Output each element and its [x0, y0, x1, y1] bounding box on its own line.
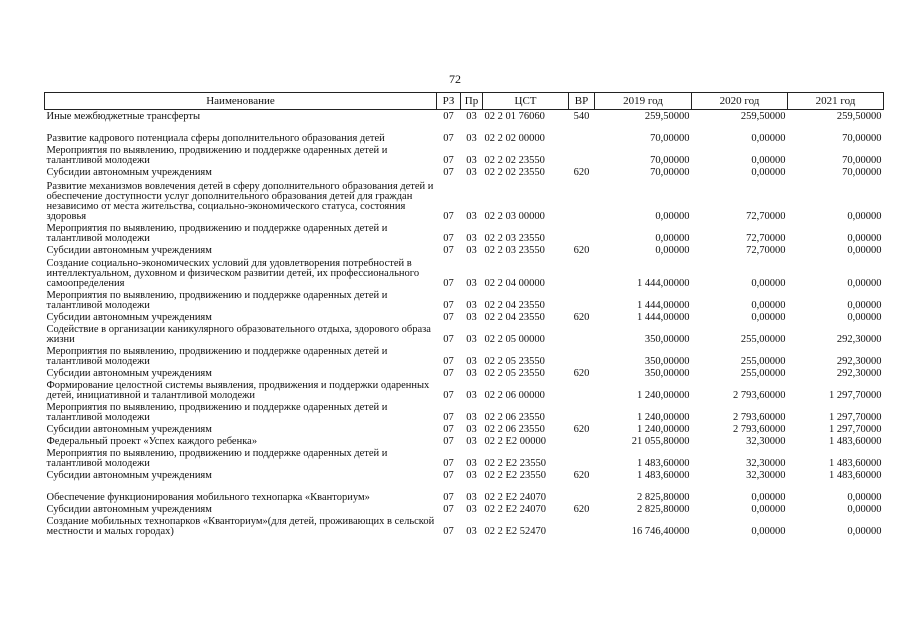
table-row [45, 256, 884, 289]
cell-2019: 0,00000 [655, 211, 690, 222]
cell-2021: 0,00000 [847, 526, 882, 537]
cell-pr: 03 [466, 412, 477, 423]
cell-cst: 02 2 06 23550 [484, 412, 545, 423]
cell-2019: 70,00000 [650, 167, 690, 178]
cell-rz: 07 [443, 211, 454, 222]
cell-pr: 03 [466, 233, 477, 244]
cell-rz: 07 [443, 412, 454, 423]
cell-2020: 32,30000 [746, 436, 786, 447]
column-header-2019: 2019 год [595, 93, 692, 110]
cell-2021: 292,30000 [836, 334, 882, 345]
cell-vr [569, 256, 595, 289]
cell-cst: 02 2 02 23550 [484, 167, 545, 178]
cell-cst: 02 2 05 23550 [484, 368, 545, 379]
cell-2020: 0,00000 [751, 504, 786, 515]
cell-2020: 0,00000 [751, 492, 786, 503]
cell-name: Создание социально-экономических условий для удовлетворения потребностей в интеллектуальном, духовном и физическом развитии детей, их профессионального самоопределения [46, 258, 420, 289]
table-row [45, 244, 884, 256]
table-row [45, 289, 884, 311]
cell-pr: 03 [466, 167, 477, 178]
cell-2020: 255,00000 [740, 356, 786, 367]
cell-name: Обеспечение функционирования мобильного технопарка «Кванториум» [46, 492, 370, 503]
cell-name: Мероприятия по выявлению, продвижению и поддержке одаренных детей и талантливой молодежи [46, 346, 388, 367]
cell-2021: 0,00000 [847, 504, 882, 515]
table-row [45, 222, 884, 244]
cell-rz: 07 [443, 133, 454, 144]
cell-2021: 1 297,70000 [829, 390, 882, 401]
cell-2019: 1 444,00000 [637, 278, 690, 289]
cell-2019: 21 055,80000 [631, 436, 690, 447]
cell-2019: 1 483,60000 [637, 470, 690, 481]
cell-rz: 07 [443, 334, 454, 345]
cell-2021: 70,00000 [842, 167, 882, 178]
table-body [45, 110, 884, 538]
table-row [45, 110, 884, 123]
table-row [45, 144, 884, 166]
cell-rz: 07 [443, 436, 454, 447]
cell-pr: 03 [466, 526, 477, 537]
cell-rz: 07 [443, 312, 454, 323]
cell-2021: 0,00000 [847, 245, 882, 256]
cell-pr: 03 [466, 245, 477, 256]
cell-2021: 1 483,60000 [829, 458, 882, 469]
table-row [45, 379, 884, 401]
cell-name: Формирование целостной системы выявления, продвижения и поддержки одаренных детей, инициативной и талантливой молодежи [46, 380, 430, 401]
cell-vr: 620 [573, 504, 590, 515]
cell-2019: 16 746,40000 [631, 526, 690, 537]
cell-cst: 02 2 04 23550 [484, 300, 545, 311]
table-row [45, 423, 884, 435]
cell-rz: 07 [443, 504, 454, 515]
cell-vr: 620 [573, 245, 590, 256]
cell-rz: 07 [443, 368, 454, 379]
cell-2020: 0,00000 [751, 278, 786, 289]
cell-rz: 07 [443, 245, 454, 256]
table-row [45, 481, 884, 503]
cell-2019: 1 483,60000 [637, 458, 690, 469]
page-number: 72 [449, 72, 461, 86]
cell-2021: 70,00000 [842, 133, 882, 144]
cell-pr: 03 [466, 312, 477, 323]
cell-vr [569, 447, 595, 469]
cell-2021: 70,00000 [842, 155, 882, 166]
cell-name: Иные межбюджетные трансферты [46, 111, 201, 122]
cell-rz: 07 [443, 526, 454, 537]
cell-pr: 03 [466, 155, 477, 166]
cell-cst: 02 2 E2 23550 [484, 470, 547, 481]
cell-2019: 259,50000 [644, 111, 690, 122]
cell-vr: 620 [573, 470, 590, 481]
cell-2019: 0,00000 [655, 245, 690, 256]
cell-pr: 03 [466, 492, 477, 503]
cell-2021: 0,00000 [847, 278, 882, 289]
cell-vr: 620 [573, 167, 590, 178]
cell-2021: 292,30000 [836, 356, 882, 367]
cell-2019: 1 240,00000 [637, 390, 690, 401]
cell-name: Мероприятия по выявлению, продвижению и поддержке одаренных детей и талантливой молодежи [46, 290, 388, 311]
cell-2019: 2 825,80000 [637, 504, 690, 515]
cell-2020: 259,50000 [740, 111, 786, 122]
cell-cst: 02 2 06 23550 [484, 424, 545, 435]
cell-pr: 03 [466, 133, 477, 144]
table-row [45, 178, 884, 222]
cell-cst: 02 2 E2 24070 [484, 504, 547, 515]
table-row [45, 345, 884, 367]
cell-vr [569, 435, 595, 447]
cell-vr [569, 222, 595, 244]
column-header-2020: 2020 год [692, 93, 788, 110]
cell-cst: 02 2 02 00000 [484, 133, 545, 144]
cell-vr [569, 178, 595, 222]
cell-name: Федеральный проект «Успех каждого ребенка» [46, 436, 258, 447]
cell-pr: 03 [466, 424, 477, 435]
cell-2021: 292,30000 [836, 368, 882, 379]
cell-2021: 0,00000 [847, 233, 882, 244]
table-row [45, 166, 884, 178]
cell-vr: 540 [573, 111, 590, 122]
cell-name: Мероприятия по выявлению, продвижению и поддержке одаренных детей и талантливой молодежи [46, 223, 388, 244]
cell-cst: 02 2 03 23550 [484, 233, 545, 244]
table-row [45, 401, 884, 423]
cell-rz: 07 [443, 278, 454, 289]
cell-vr [569, 323, 595, 345]
budget-table [44, 92, 884, 537]
cell-rz: 07 [443, 356, 454, 367]
cell-pr: 03 [466, 278, 477, 289]
cell-vr: 620 [573, 424, 590, 435]
cell-2020: 0,00000 [751, 133, 786, 144]
cell-2021: 1 297,70000 [829, 424, 882, 435]
table-row [45, 447, 884, 469]
cell-2021: 0,00000 [847, 300, 882, 311]
column-header-rz: РЗ [437, 93, 461, 110]
cell-2020: 2 793,60000 [733, 390, 786, 401]
cell-name: Субсидии автономным учреждениям [46, 312, 212, 323]
cell-rz: 07 [443, 300, 454, 311]
cell-2020: 0,00000 [751, 167, 786, 178]
cell-cst: 02 2 E2 52470 [484, 526, 547, 537]
cell-2021: 0,00000 [847, 492, 882, 503]
cell-vr [569, 401, 595, 423]
cell-cst: 02 2 E2 24070 [484, 492, 547, 503]
cell-2021: 259,50000 [836, 111, 882, 122]
table-row [45, 122, 884, 144]
cell-2020: 0,00000 [751, 312, 786, 323]
cell-cst: 02 2 06 00000 [484, 390, 545, 401]
cell-rz: 07 [443, 492, 454, 503]
cell-vr [569, 345, 595, 367]
cell-name: Субсидии автономным учреждениям [46, 245, 212, 256]
cell-name: Субсидии автономным учреждениям [46, 470, 212, 481]
cell-2020: 2 793,60000 [733, 412, 786, 423]
column-header-pr: Пр [461, 93, 483, 110]
cell-2020: 32,30000 [746, 458, 786, 469]
cell-cst: 02 2 03 00000 [484, 211, 545, 222]
cell-rz: 07 [443, 470, 454, 481]
cell-name: Развитие механизмов вовлечения детей в сферу дополнительного образования детей и обеспечение доступности услуг дополнительного образования детей для граждан независимо от места жительства, социально-экономического статуса, состояния здоровья [46, 181, 434, 222]
cell-cst: 02 2 E2 00000 [484, 436, 547, 447]
cell-pr: 03 [466, 504, 477, 515]
cell-2021: 0,00000 [847, 312, 882, 323]
cell-name: Развитие кадрового потенциала сферы дополнительного образования детей [46, 133, 385, 144]
cell-pr: 03 [466, 334, 477, 345]
table-row [45, 435, 884, 447]
table-row [45, 469, 884, 481]
cell-2020: 0,00000 [751, 526, 786, 537]
cell-cst: 02 2 04 23550 [484, 312, 545, 323]
cell-name: Содействие в организации каникулярного образовательного отдыха, здорового образа жизни [46, 324, 431, 345]
column-header-cst: ЦСТ [483, 93, 569, 110]
cell-rz: 07 [443, 233, 454, 244]
cell-pr: 03 [466, 390, 477, 401]
table-header-row [45, 93, 884, 110]
cell-cst: 02 2 05 00000 [484, 334, 545, 345]
cell-2019: 1 444,00000 [637, 300, 690, 311]
cell-cst: 02 2 01 76060 [484, 111, 545, 122]
cell-name: Субсидии автономным учреждениям [46, 504, 212, 515]
cell-vr [569, 379, 595, 401]
cell-pr: 03 [466, 356, 477, 367]
cell-name: Мероприятия по выявлению, продвижению и поддержке одаренных детей и талантливой молодежи [46, 448, 388, 469]
cell-2020: 32,30000 [746, 470, 786, 481]
cell-pr: 03 [466, 436, 477, 447]
cell-2021: 0,00000 [847, 211, 882, 222]
cell-cst: 02 2 05 23550 [484, 356, 545, 367]
cell-cst: 02 2 04 00000 [484, 278, 545, 289]
cell-rz: 07 [443, 155, 454, 166]
cell-2019: 350,00000 [644, 334, 690, 345]
table-row [45, 367, 884, 379]
cell-2019: 350,00000 [644, 368, 690, 379]
cell-2020: 255,00000 [740, 368, 786, 379]
cell-2021: 1 483,60000 [829, 470, 882, 481]
column-header-name: Наименование [45, 93, 437, 110]
cell-2021: 1 297,70000 [829, 412, 882, 423]
cell-2020: 72,70000 [746, 211, 786, 222]
cell-pr: 03 [466, 368, 477, 379]
cell-pr: 03 [466, 470, 477, 481]
cell-pr: 03 [466, 211, 477, 222]
cell-rz: 07 [443, 458, 454, 469]
cell-2020: 0,00000 [751, 300, 786, 311]
cell-pr: 03 [466, 458, 477, 469]
table-row [45, 311, 884, 323]
cell-rz: 07 [443, 424, 454, 435]
cell-name: Субсидии автономным учреждениям [46, 167, 212, 178]
table-row [45, 503, 884, 515]
cell-name: Субсидии автономным учреждениям [46, 424, 212, 435]
cell-2019: 1 240,00000 [637, 424, 690, 435]
cell-name: Мероприятия по выявлению, продвижению и поддержке одаренных детей и талантливой молодежи [46, 402, 388, 423]
table-row [45, 515, 884, 537]
cell-vr [569, 515, 595, 537]
cell-pr: 03 [466, 111, 477, 122]
cell-vr [569, 122, 595, 144]
cell-2020: 255,00000 [740, 334, 786, 345]
cell-name: Мероприятия по выявлению, продвижению и поддержке одаренных детей и талантливой молодежи [46, 145, 388, 166]
cell-2019: 2 825,80000 [637, 492, 690, 503]
cell-vr: 620 [573, 368, 590, 379]
cell-name: Создание мобильных технопарков «Кванториум»(для детей, проживающих в сельской местности и малых городах) [46, 516, 435, 537]
cell-rz: 07 [443, 390, 454, 401]
table-row [45, 323, 884, 345]
cell-2019: 1 444,00000 [637, 312, 690, 323]
cell-vr [569, 144, 595, 166]
cell-rz: 07 [443, 167, 454, 178]
cell-vr: 620 [573, 312, 590, 323]
cell-2019: 70,00000 [650, 155, 690, 166]
column-header-2021: 2021 год [788, 93, 884, 110]
cell-cst: 02 2 E2 23550 [484, 458, 547, 469]
cell-name: Субсидии автономным учреждениям [46, 368, 212, 379]
cell-2020: 72,70000 [746, 233, 786, 244]
cell-2019: 70,00000 [650, 133, 690, 144]
cell-2020: 0,00000 [751, 155, 786, 166]
cell-rz: 07 [443, 111, 454, 122]
cell-cst: 02 2 03 23550 [484, 245, 545, 256]
cell-pr: 03 [466, 300, 477, 311]
cell-2019: 0,00000 [655, 233, 690, 244]
cell-2020: 72,70000 [746, 245, 786, 256]
cell-2019: 1 240,00000 [637, 412, 690, 423]
cell-vr [569, 289, 595, 311]
cell-2021: 1 483,60000 [829, 436, 882, 447]
cell-2019: 350,00000 [644, 356, 690, 367]
cell-vr [569, 481, 595, 503]
column-header-vr: ВР [569, 93, 595, 110]
cell-cst: 02 2 02 23550 [484, 155, 545, 166]
cell-2020: 2 793,60000 [733, 424, 786, 435]
